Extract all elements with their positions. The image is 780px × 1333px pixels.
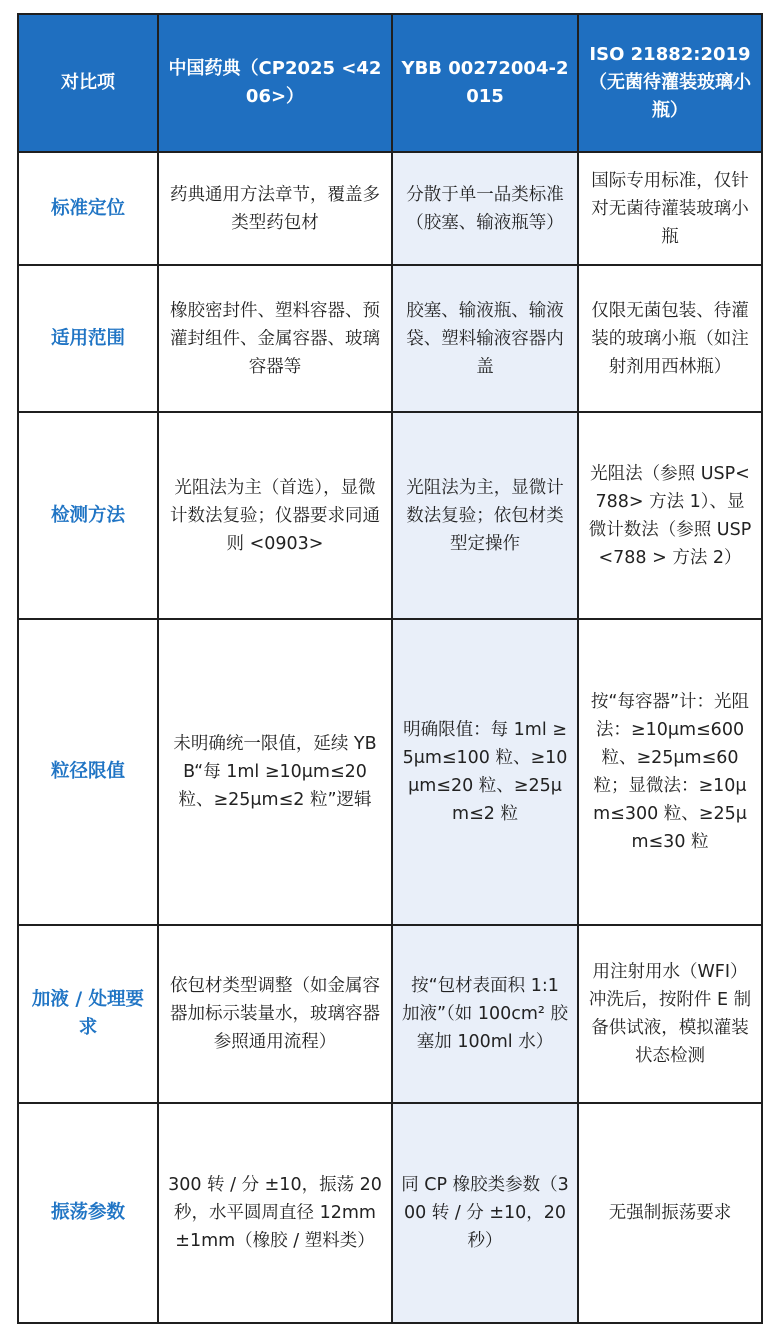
cell-cp: 未明确统一限值，延续 YBB“每 1ml ≥10μm≤20 粒、≥25μm≤2 粒”逻辑	[158, 619, 392, 925]
cell-iso: 无强制振荡要求	[578, 1103, 762, 1323]
row-label: 标准定位	[18, 152, 158, 265]
header-compare-item: 对比项	[18, 14, 158, 152]
comparison-table-container	[17, 13, 761, 1324]
table-row	[18, 412, 762, 619]
table-row	[18, 1103, 762, 1323]
cell-cp: 橡胶密封件、塑料容器、预灌封组件、金属容器、玻璃容器等	[158, 265, 392, 412]
cell-iso: 光阻法（参照 USP<788> 方法 1）、显微计数法（参照 USP<788 > 方法 2）	[578, 412, 762, 619]
cell-iso: 仅限无菌包装、待灌装的玻璃小瓶（如注射剂用西林瓶）	[578, 265, 762, 412]
table-row	[18, 619, 762, 925]
cell-ybb: 同 CP 橡胶类参数（300 转 / 分 ±10，20 秒）	[392, 1103, 578, 1323]
table-row	[18, 925, 762, 1103]
row-label: 加液 / 处理要求	[18, 925, 158, 1103]
cell-ybb: 光阻法为主，显微计数法复验；依包材类型定操作	[392, 412, 578, 619]
cell-cp: 药典通用方法章节，覆盖多类型药包材	[158, 152, 392, 265]
table-row	[18, 152, 762, 265]
header-row	[18, 14, 762, 152]
cell-ybb: 按“包材表面积 1:1 加液”（如 100cm² 胶塞加 100ml 水）	[392, 925, 578, 1103]
header-cp2025: 中国药典（CP2025 <4206>）	[158, 14, 392, 152]
row-label: 适用范围	[18, 265, 158, 412]
header-ybb: YBB 00272004-2015	[392, 14, 578, 152]
cell-cp: 依包材类型调整（如金属容器加标示装量水，玻璃容器参照通用流程）	[158, 925, 392, 1103]
cell-ybb: 分散于单一品类标准（胶塞、输液瓶等）	[392, 152, 578, 265]
cell-iso: 按“每容器”计：光阻法：≥10μm≤600 粒、≥25μm≤60 粒；显微法：≥10μm≤300 粒、≥25μm≤30 粒	[578, 619, 762, 925]
cell-iso: 用注射用水（WFI）冲洗后，按附件 E 制备供试液，模拟灌装状态检测	[578, 925, 762, 1103]
table-row	[18, 265, 762, 412]
row-label: 振荡参数	[18, 1103, 158, 1323]
comparison-table	[17, 13, 763, 1324]
cell-ybb: 明确限值：每 1ml ≥5μm≤100 粒、≥10μm≤20 粒、≥25μm≤2 粒	[392, 619, 578, 925]
cell-cp: 光阻法为主（首选），显微计数法复验；仪器要求同通则 <0903>	[158, 412, 392, 619]
row-label: 检测方法	[18, 412, 158, 619]
cell-cp: 300 转 / 分 ±10，振荡 20 秒，水平圆周直径 12mm±1mm（橡胶 / 塑料类）	[158, 1103, 392, 1323]
row-label: 粒径限值	[18, 619, 158, 925]
cell-ybb: 胶塞、输液瓶、输液袋、塑料输液容器内盖	[392, 265, 578, 412]
header-iso: ISO 21882:2019（无菌待灌装玻璃小瓶）	[578, 14, 762, 152]
cell-iso: 国际专用标准，仅针对无菌待灌装玻璃小瓶	[578, 152, 762, 265]
